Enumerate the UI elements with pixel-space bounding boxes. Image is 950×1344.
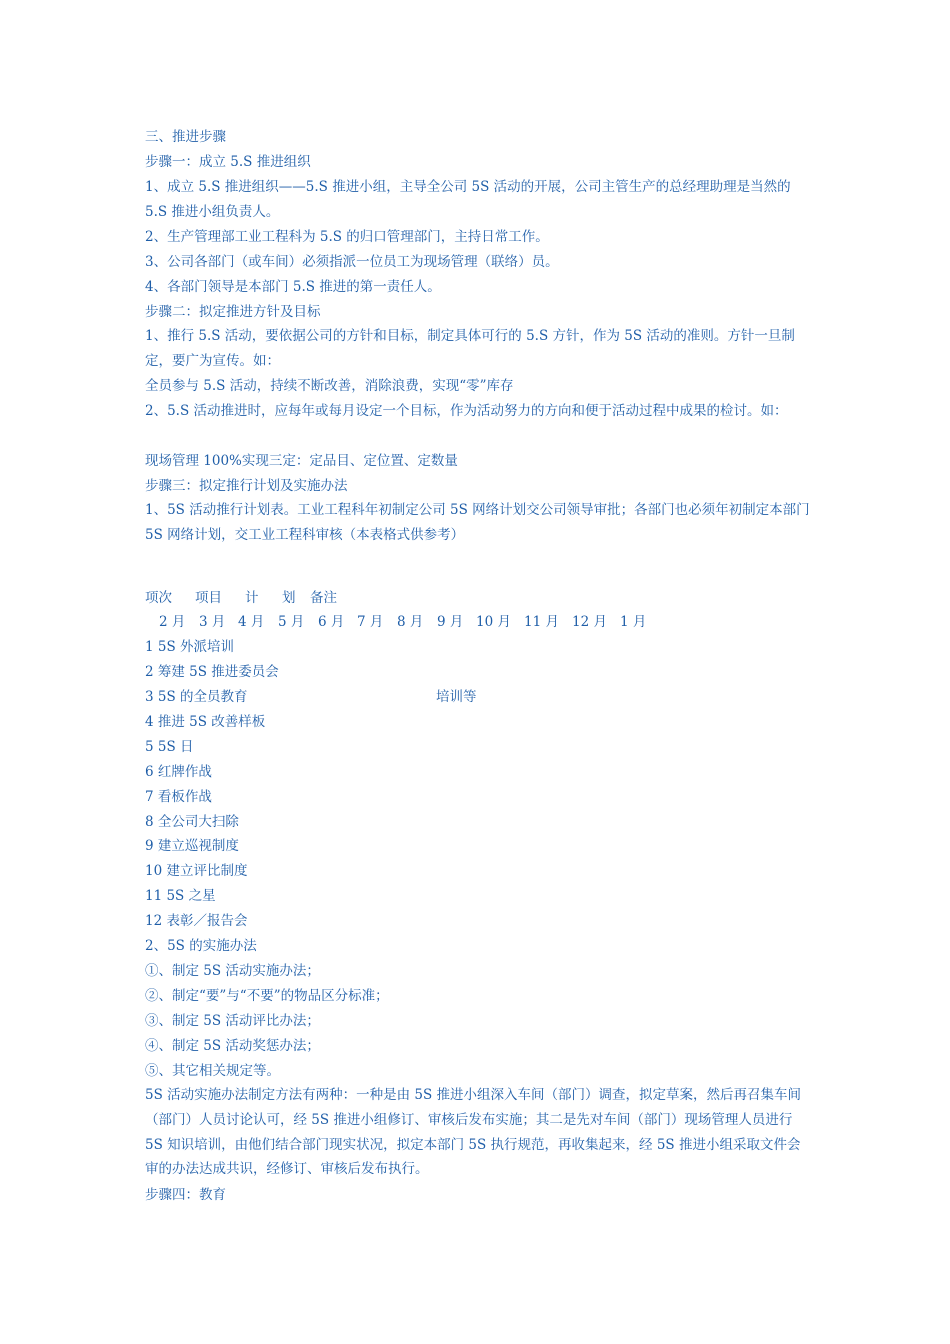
table-row-note: 培训等	[436, 689, 477, 705]
table-header-cell: 划	[282, 590, 296, 606]
month-header: 9 月	[437, 614, 464, 630]
table-header-cell: 计	[245, 590, 259, 606]
month-header: 4 月	[238, 614, 265, 630]
step1-paragraph-4: 4、各部门领导是本部门 5.S 推进的第一责任人。	[145, 279, 441, 295]
step1-title: 步骤一：成立 5.S 推进组织	[145, 154, 311, 170]
month-header: 8 月	[397, 614, 424, 630]
methods-item: ④、制定 5S 活动奖惩办法；	[145, 1038, 320, 1054]
table-row: 7 看板作战	[145, 789, 212, 805]
month-header: 11 月	[524, 614, 559, 630]
step1-paragraph-2: 2、生产管理部工业工程科为 5.S 的归口管理部门，主持日常工作。	[145, 229, 549, 245]
step2-paragraph-1: 1、推行 5.S 活动，要依据公司的方针和目标，制定具体可行的 5.S 方针，作为 5S 活动的准则。方针一旦制定，要广为宣传。如：	[145, 328, 795, 369]
section-heading: 三、推进步骤	[145, 129, 226, 145]
table-row: 11 5S 之星	[145, 888, 216, 904]
step2-paragraph-3: 2、5.S 活动推进时，应每年或每月设定一个目标，作为活动努力的方向和便于活动过程中成果的检讨。如：	[145, 403, 788, 419]
month-header: 10 月	[476, 614, 511, 630]
table-header-cell: 项目	[195, 590, 222, 606]
step2-title: 步骤二：拟定推进方针及目标	[145, 304, 321, 320]
table-row: 9 建立巡视制度	[145, 838, 239, 854]
methods-item: ②、制定“要”与“不要”的物品区分标准；	[145, 988, 389, 1004]
step3-paragraph-1: 1、5S 活动推行计划表。工业工程科年初制定公司 5S 网络计划交公司领导审批；各部门也必须年初制定本部门 5S 网络计划，交工业工程科审核（本表格式供参考）	[145, 502, 810, 543]
step3-title: 步骤三：拟定推行计划及实施办法	[145, 478, 348, 494]
step2-paragraph-2: 全员参与 5.S 活动，持续不断改善，消除浪费，实现“零”库存	[145, 378, 514, 394]
month-header: 7 月	[357, 614, 384, 630]
step2-paragraph-4: 现场管理 100%实现三定：定品目、定位置、定数量	[145, 453, 458, 469]
month-header: 5 月	[278, 614, 305, 630]
table-row: 6 红牌作战	[145, 764, 212, 780]
month-header: 12 月	[572, 614, 607, 630]
methods-title: 2、5S 的实施办法	[145, 938, 257, 954]
table-header-cell: 项次	[145, 590, 172, 606]
table-row: 10 建立评比制度	[145, 863, 248, 879]
methods-item: ③、制定 5S 活动评比办法；	[145, 1013, 320, 1029]
month-header: 3 月	[199, 614, 226, 630]
step4-title: 步骤四：教育	[145, 1187, 226, 1203]
table-row: 4 推进 5S 改善样板	[145, 714, 266, 730]
step1-paragraph-1: 1、成立 5.S 推进组织——5.S 推进小组，主导全公司 5S 活动的开展，公司主管生产的总经理助理是当然的 5.S 推进小组负责人。	[145, 179, 791, 220]
month-header: 1 月	[620, 614, 647, 630]
step1-paragraph-3: 3、公司各部门（或车间）必须指派一位员工为现场管理（联络）员。	[145, 254, 559, 270]
methods-item: ①、制定 5S 活动实施办法；	[145, 963, 320, 979]
methods-item: ⑤、其它相关规定等。	[145, 1063, 280, 1079]
table-row: 2 筹建 5S 推进委员会	[145, 664, 279, 680]
month-header: 6 月	[318, 614, 345, 630]
table-row: 12 表彰／报告会	[145, 913, 248, 929]
table-row: 3 5S 的全员教育	[145, 689, 248, 705]
table-row: 5 5S 日	[145, 739, 194, 755]
methods-paragraph: 5S 活动实施办法制定方法有两种：一种是由 5S 推进小组深入车间（部门）调查，拟定草案，然后再召集车间（部门）人员讨论认可，经 5S 推进小组修订、审核后发布实施；其二是先对车间（部门）现场管理人员进行 5S 知识培训，由他们结合部门现实状况，拟定本部门 5S 执行规范，再收集起来，经 5S 推进小组采取文件会审的办法达成共识，经修订、审核后发布执行。	[145, 1087, 802, 1178]
table-row: 1 5S 外派培训	[145, 639, 235, 655]
month-header: 2 月	[159, 614, 186, 630]
table-row: 8 全公司大扫除	[145, 814, 239, 830]
table-header-cell: 备注	[310, 590, 337, 606]
